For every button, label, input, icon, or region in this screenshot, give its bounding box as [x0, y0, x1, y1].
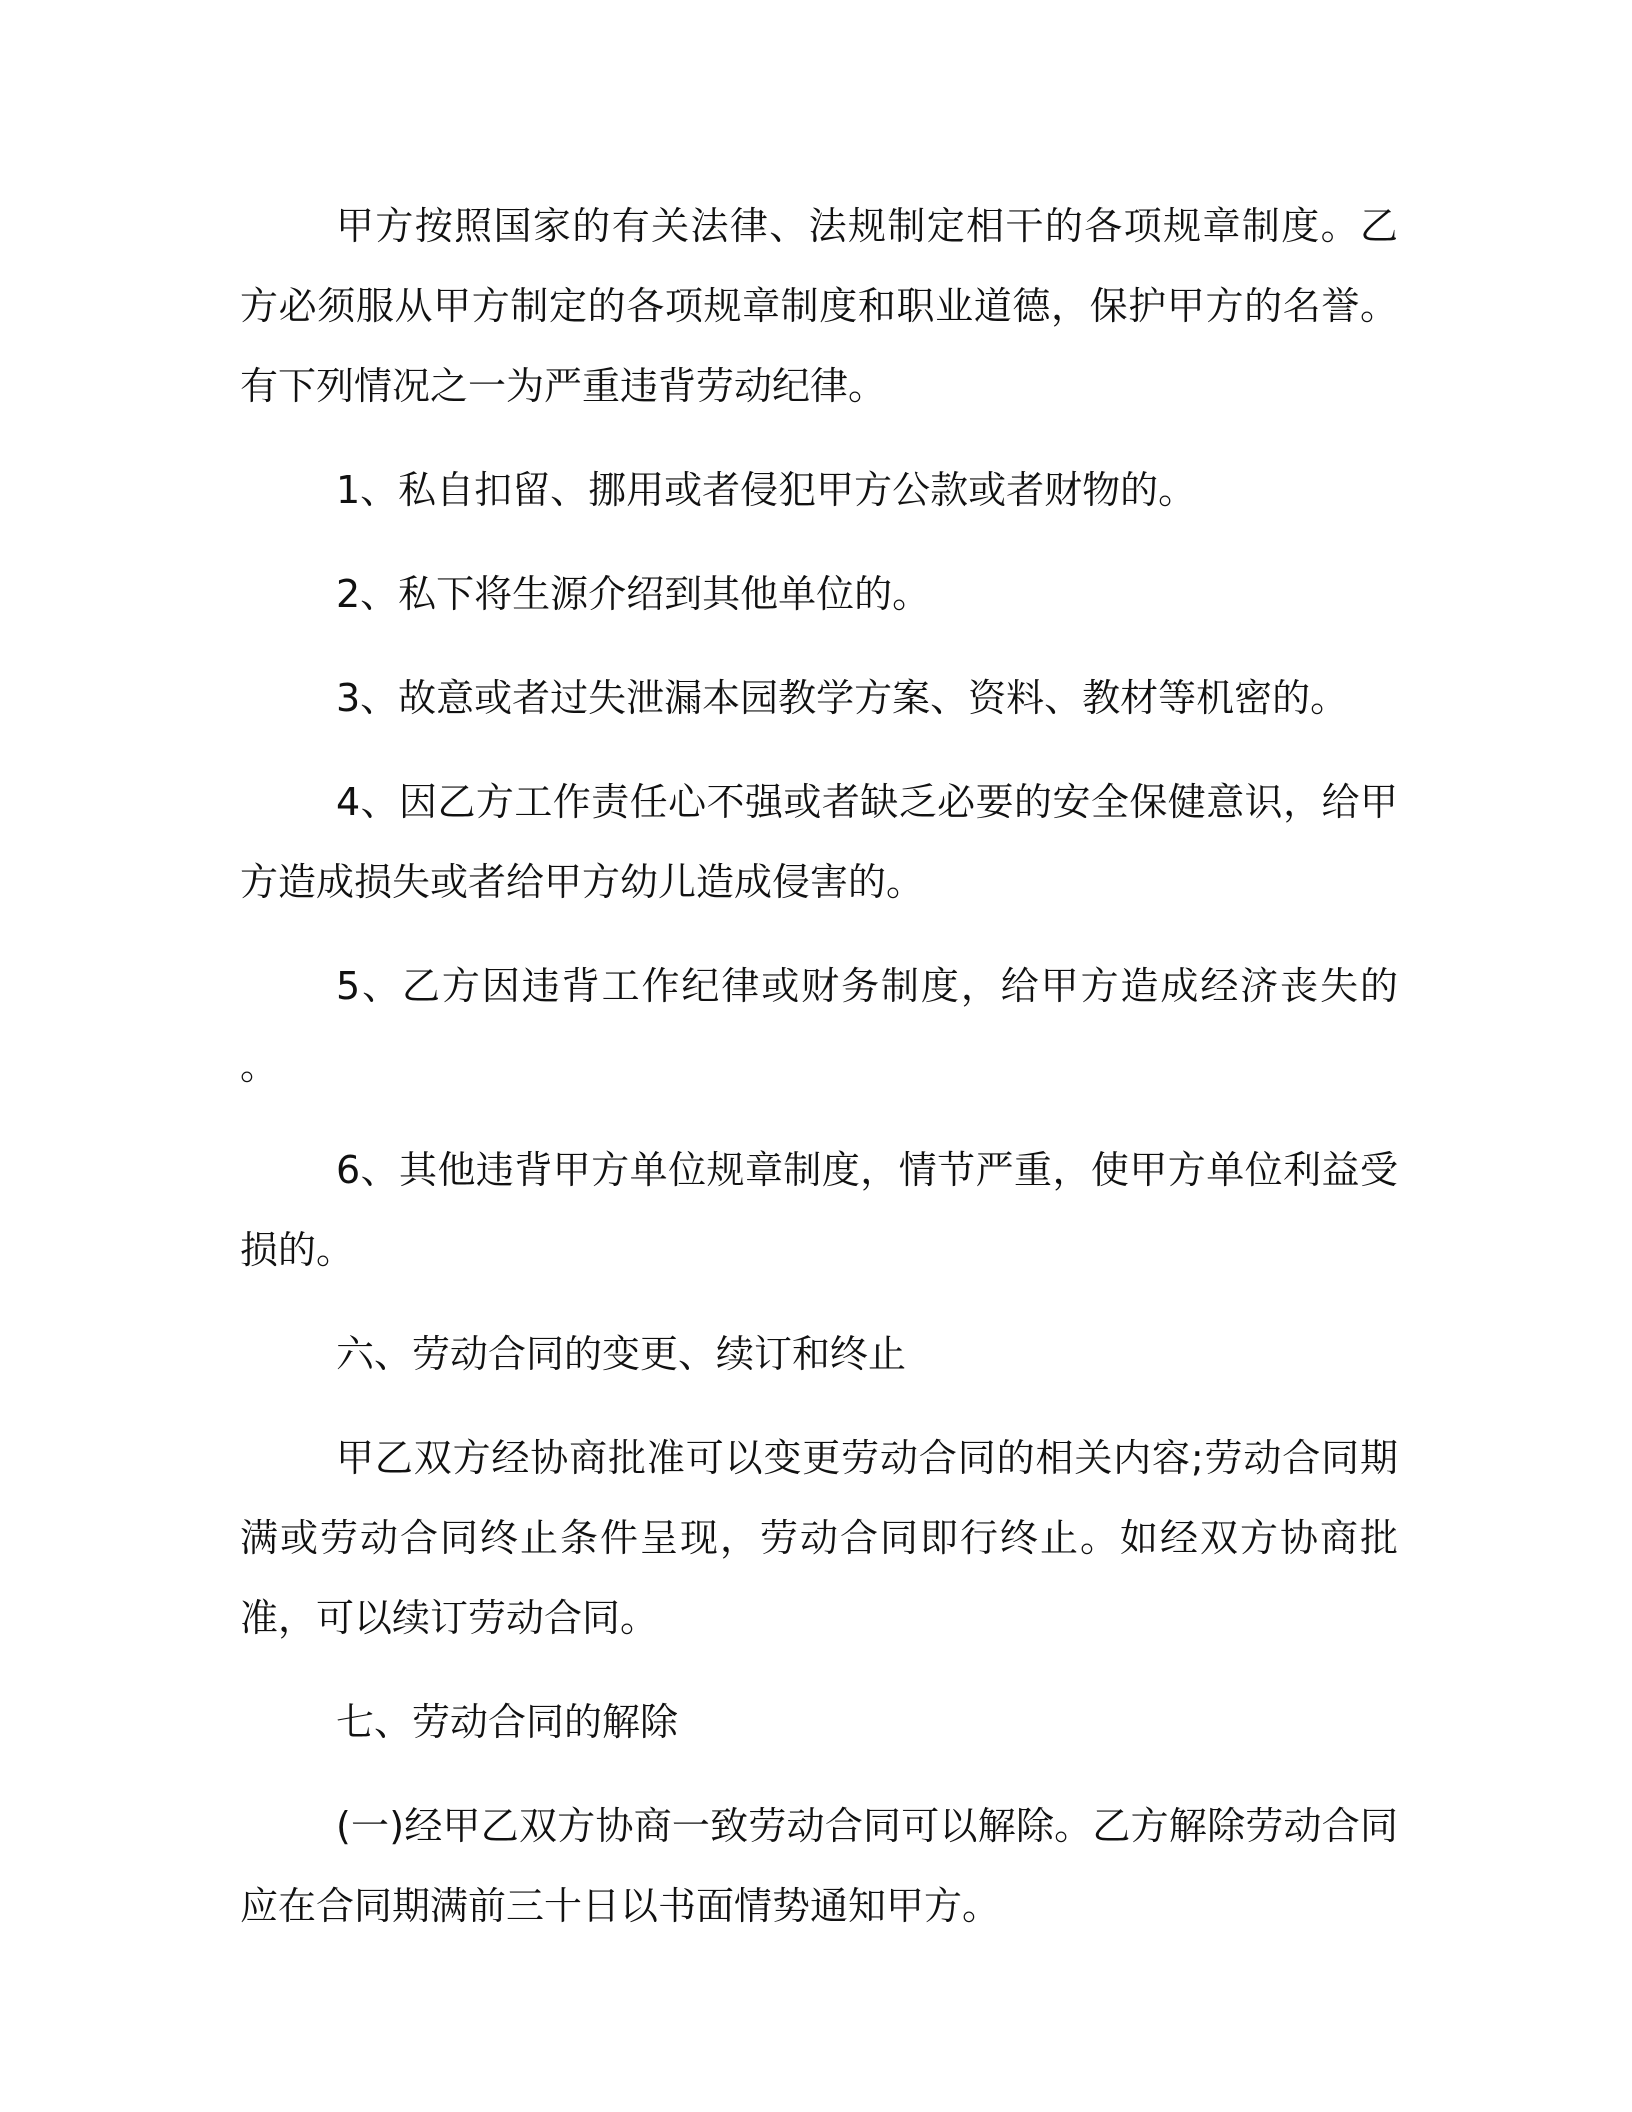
paragraph-contract-change: 甲乙双方经协商批准可以变更劳动合同的相关内容;劳动合同期满或劳动合同终止条件呈现，劳动合同即行终止。如经双方协商批准，可以续订劳动合同。 [240, 1436, 1398, 1640]
paragraph-item-1: 1、私自扣留、挪用或者侵犯甲方公款或者财物的。 [336, 468, 1197, 512]
paragraph-item-3: 3、故意或者过失泄漏本园教学方案、资料、教材等机密的。 [336, 676, 1349, 720]
paragraph-rules-intro: 甲方按照国家的有关法律、法规制定相干的各项规章制度。乙方必须服从甲方制定的各项规章制度和职业道德，保护甲方的名誉。有下列情况之一为严重违背劳动纪律。 [240, 204, 1398, 408]
paragraph-contract-termination-1: (一)经甲乙双方协商一致劳动合同可以解除。乙方解除劳动合同应在合同期满前三十日以书面情势通知甲方。 [240, 1804, 1398, 1928]
document-body [240, 186, 1398, 1970]
section-heading-7: 七、劳动合同的解除 [336, 1700, 679, 1744]
section-heading-6: 六、劳动合同的变更、续订和终止 [336, 1332, 907, 1376]
paragraph-item-6: 6、其他违背甲方单位规章制度，情节严重，使甲方单位利益受损的。 [240, 1148, 1398, 1272]
paragraph-item-4: 4、因乙方工作责任心不强或者缺乏必要的安全保健意识，给甲方造成损失或者给甲方幼儿造成侵害的。 [240, 780, 1398, 904]
paragraph-item-5: 5、乙方因违背工作纪律或财务制度，给甲方造成经济丧失的 。 [240, 964, 1398, 1088]
paragraph-item-2: 2、私下将生源介绍到其他单位的。 [336, 572, 931, 616]
